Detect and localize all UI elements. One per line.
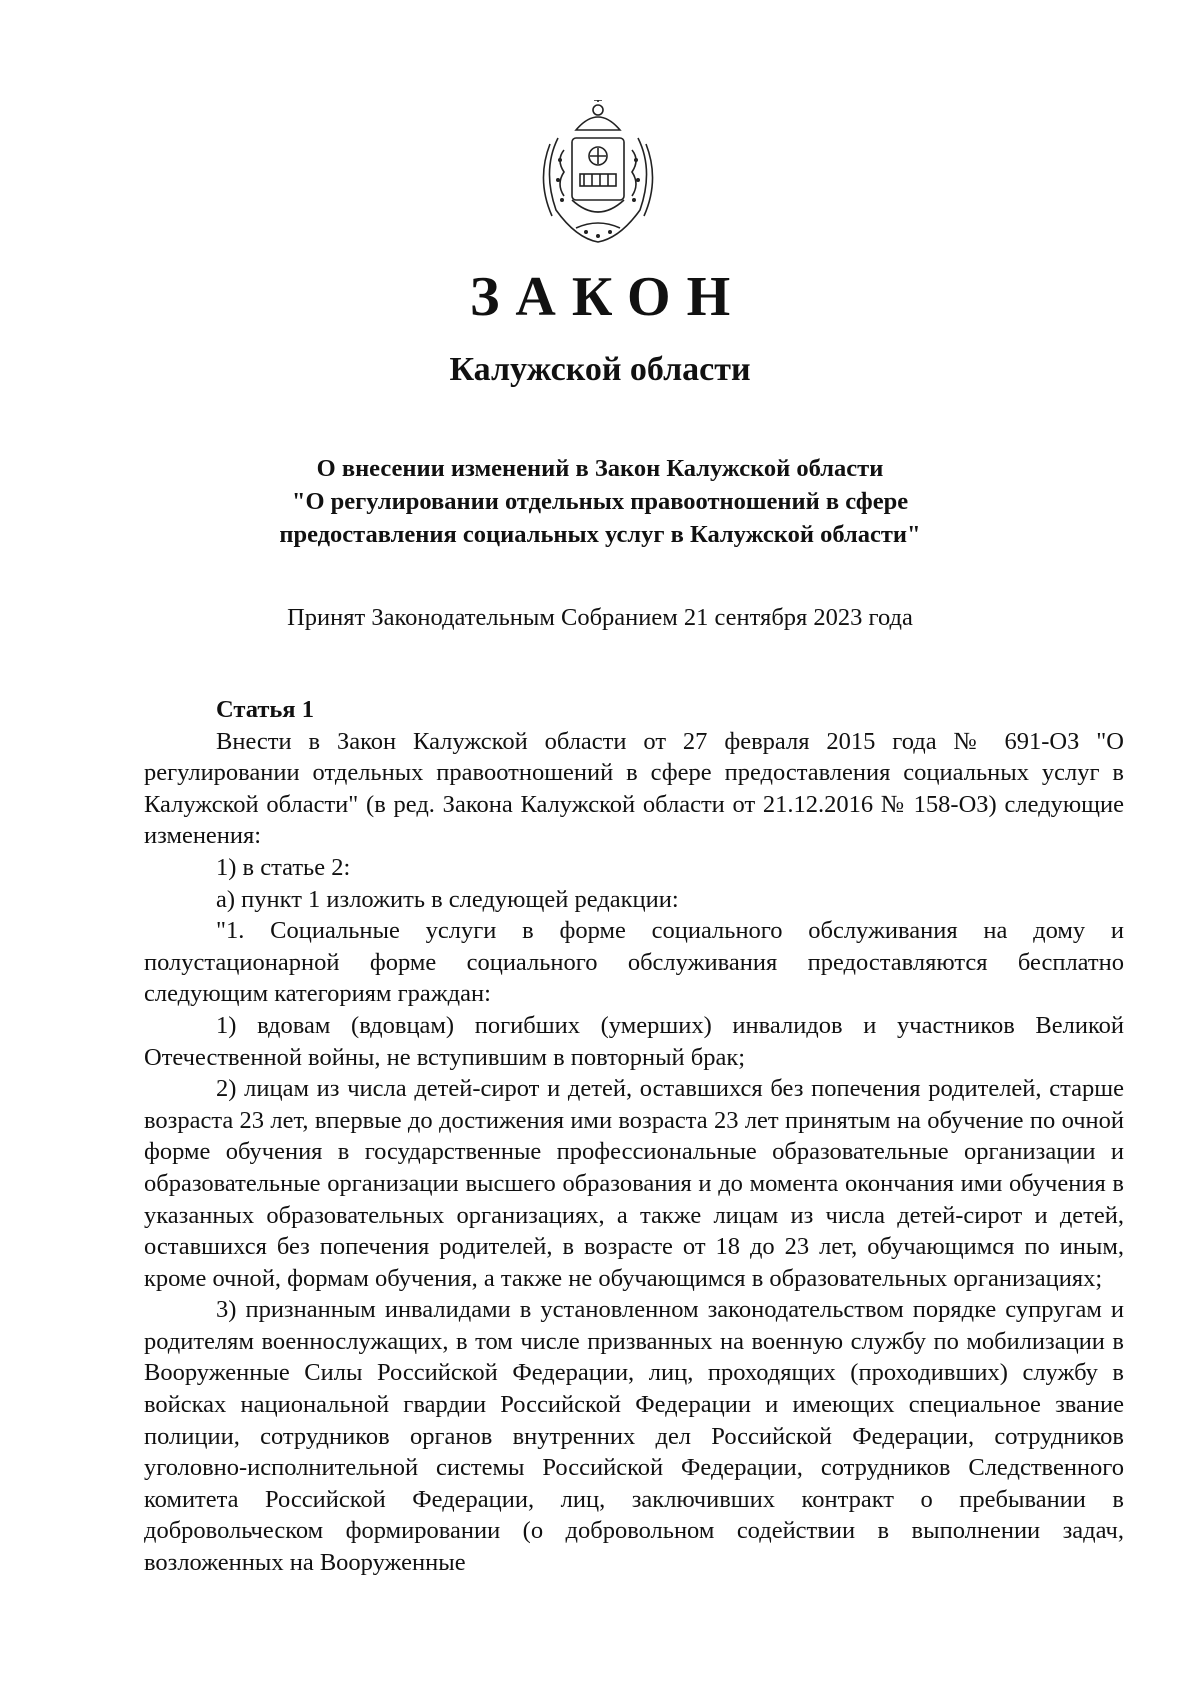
law-title: ЗАКОН bbox=[469, 266, 747, 328]
article-paragraph: "1. Социальные услуги в форме социального обслуживания на дому и полустационарной форме социального обслуживания предоставляются бесплатно следующим категориям граждан: bbox=[144, 917, 1124, 1008]
article-1 bbox=[144, 694, 1124, 1579]
article-paragraph: а) пункт 1 изложить в следующей редакции: bbox=[216, 885, 679, 913]
article-paragraph: 3) признанным инвалидами в установленном законодательством порядке супругам и родителям военнослужащих, в том числе призванных на военную службу по мобилизации в Вооруженные Силы Российской Федерации, лиц, проходящих (проходивших) службу в войсках национальной гвардии Российской Федерации и имеющих специальное звание полиции, сотрудников органов внутренних дел Российской Федерации, сотрудников уголовно-исполнительной системы Российской Федерации, сотрудников Следственного комитета Российской Федерации, лиц, заключивших контракт о пребывании в добровольческом формировании (о добровольном содействии в выполнении задач, возложенных на Вооруженные bbox=[144, 1296, 1124, 1577]
subject-line: "О регулировании отдельных правоотношений в сфере bbox=[291, 488, 909, 515]
adoption-line: Принят Законодательным Собранием 21 сентября 2023 года bbox=[287, 604, 913, 631]
law-subject bbox=[150, 452, 1050, 551]
article-paragraph: Внести в Закон Калужской области от 27 февраля 2015 года № 691-ОЗ "О регулировании отдельных правоотношений в сфере предоставления социальных услуг в Калужской области" (в ред. Закона Калужской области от 21.12.2016 № 158-ОЗ) следующие изменения: bbox=[144, 727, 1124, 850]
article-paragraph: 2) лицам из числа детей-сирот и детей, оставшихся без попечения родителей, старше возраста 23 лет, впервые до достижения ими возраста 23 лет принятым на обучение по очной форме обучения в государственные профессиональные образовательные организации и образовательные организации высшего образования и до момента окончания ими обучения в указанных образовательных организациях, а также лицам из числа детей-сирот и детей, оставшихся без попечения родителей, в возрасте от 18 до 23 лет, обучающимся по иным, кроме очной, формам обучения, а также не обучающимся в образовательных организациях; bbox=[144, 1075, 1124, 1292]
article-heading: Статья 1 bbox=[216, 696, 314, 723]
article-paragraph: 1) в статье 2: bbox=[216, 853, 351, 881]
subject-line: предоставления социальных услуг в Калужской области" bbox=[279, 521, 921, 548]
coat-of-arms-emblem bbox=[536, 100, 660, 246]
article-paragraph: 1) вдовам (вдовцам) погибших (умерших) инвалидов и участников Великой Отечественной войны, не вступившим в повторный брак; bbox=[144, 1011, 1124, 1071]
region-title: Калужской области bbox=[449, 351, 751, 388]
subject-line: О внесении изменений в Закон Калужской области bbox=[316, 455, 884, 482]
